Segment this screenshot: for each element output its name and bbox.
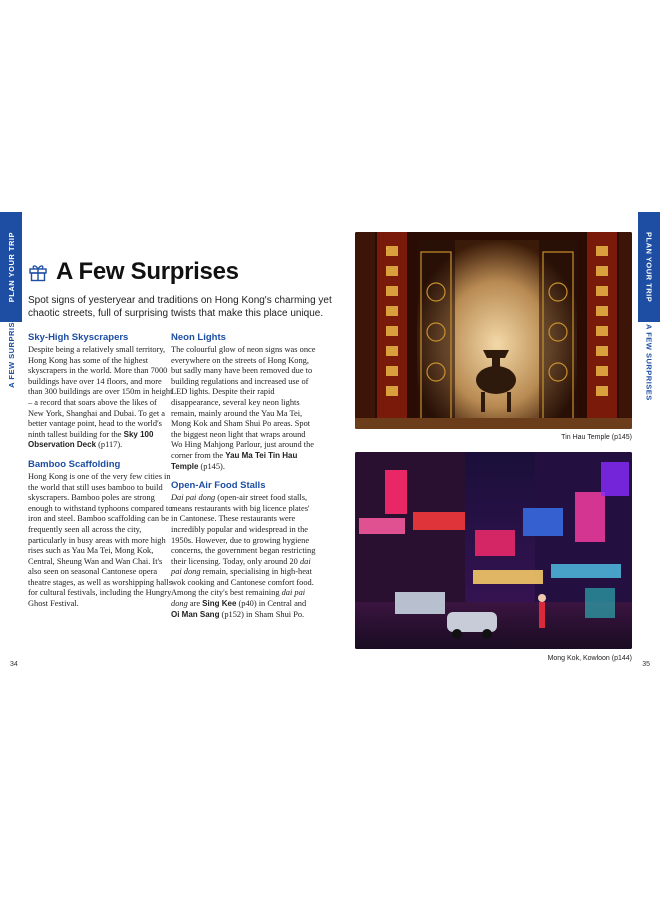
intro-text: Spot signs of yesteryear and traditions on Hong Kong's charming yet chaotic streets, full of surprising twists that make this place unique. <box>28 295 332 319</box>
body-text: (p152) in Sham Shui Po. <box>219 609 305 619</box>
body-text: Despite being a relatively small territory, Hong Kong has some of the highest skyscrapers in the world. More than 7000 buildings have over 14 floors, and more than 300 buildings are over 150m in height – a record that soars above the likes of New York, Shanghai and Dubai. To get a better vantage point, head to the world's ninth tallest building for the <box>28 345 173 439</box>
section-body-food <box>171 493 316 620</box>
section-tab-left-label: PLAN YOUR TRIP <box>6 231 16 303</box>
body-text: The colourful glow of neon signs was once everywhere on the streets of Hong Kong, but sadly many have been removed due to building regulations and increased use of LED lights. Despite their rapid disappearance, several key neon lights remain, mainly around the Yau Ma Tei, Mong Kok and Sham Shui Po areas. Spot the biggest neon light that wraps around Wo Hing Mahjong Parlour, just around the corner from the <box>171 345 316 460</box>
section-tab-right <box>638 212 660 322</box>
section-tab-right-label: PLAN YOUR TRIP <box>644 231 654 303</box>
term: dai pai dong <box>171 556 311 577</box>
place-name: Oi Man Sang <box>171 609 220 619</box>
section-heading-skyscrapers: Sky-High Skyscrapers <box>28 332 129 343</box>
section-heading-bamboo: Bamboo Scaffolding <box>28 458 121 470</box>
place-name: Sing Kee <box>202 599 237 609</box>
section-tab-left <box>0 212 22 322</box>
page-ref: (p145). <box>198 461 225 471</box>
section-body-skyscrapers <box>28 345 173 451</box>
page-heading <box>28 258 239 286</box>
chapter-tab-right <box>638 322 660 402</box>
chapter-tab-right-label: A FEW SURPRISES <box>644 323 654 401</box>
body-text: (p40) in Central and <box>236 599 307 609</box>
gift-icon <box>28 262 48 282</box>
mongkok-photo <box>355 452 632 649</box>
page-number-left: 34 <box>10 661 18 668</box>
place-name: Yau Ma Tei Tin Hau Temple <box>171 450 298 471</box>
mongkok-caption: Mong Kok, Kowloon (p144) <box>547 655 632 662</box>
text-column-2 <box>171 332 316 628</box>
page-ref: (p117). <box>96 440 123 450</box>
temple-caption: Tin Hau Temple (p145) <box>561 434 632 441</box>
body-text: (open-air street food stalls, means restaurants with big licence plates' in Cantonese. These restaurants were incredibly popular and widespread in the 1950s. However, due to growing hygiene concerns, the government began restricting their licensing. Today, only around 20 <box>171 493 316 566</box>
chapter-tab-left-label: A FEW SURPRISES <box>6 311 16 388</box>
chapter-tab-left <box>0 311 22 388</box>
section-body-bamboo: Hong Kong is one of the very few cities in the world that still uses bamboo to build skyscrapers. Bamboo poles are strong enough to withstand typhoons compared to iron and steel. Bamboo scaffolding can be frequently seen all across the city, particularly in busy areas with more high rises such as Yau Ma Tei, Mong Kok, Central, Sheung Wan and Wan Chai. It's also seen on seasonal Cantonese opera theatre stages, as well as worshipping halls for cultural festivals, including the Hungry Ghost Festival. <box>28 471 173 609</box>
place-name: Sky 100 Observation Deck <box>28 429 154 450</box>
temple-illustration <box>355 232 632 429</box>
body-text: remain, specialising in high-heat wok cooking and Cantonese comfort food. Among the city's best remaining <box>171 567 314 598</box>
text-column-1 <box>28 332 173 618</box>
body-text: are <box>187 599 203 609</box>
term: dai pai dong <box>171 588 306 609</box>
section-heading-food: Open-Air Food Stalls <box>171 480 266 492</box>
term: Dai pai dong <box>171 493 216 503</box>
section-heading-neon: Neon Lights <box>171 332 226 343</box>
page-title: A Few Surprises <box>56 258 239 285</box>
temple-photo <box>355 232 632 429</box>
street-illustration <box>355 452 632 649</box>
page-number-right: 35 <box>642 661 650 668</box>
section-body-neon <box>171 345 316 472</box>
